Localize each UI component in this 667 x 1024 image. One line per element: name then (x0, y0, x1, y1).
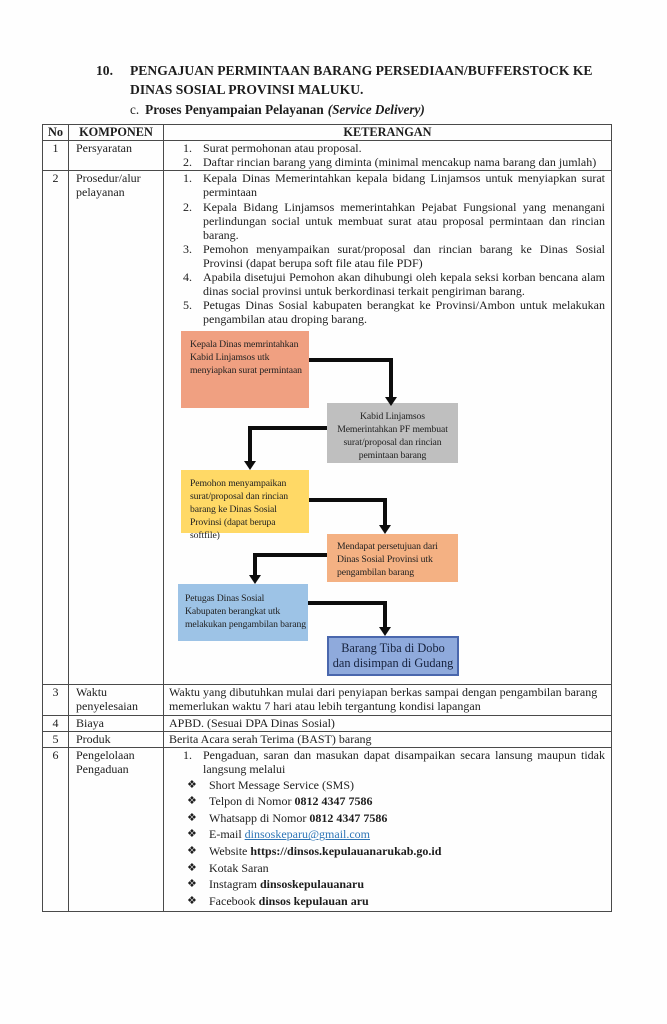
subtitle-text: Proses Penyampaian Pelayanan (145, 102, 324, 117)
channel-email: ❖ E-mail dinsoskeparu@gmail.com (187, 827, 371, 842)
table-row-persyaratan (43, 141, 612, 171)
diamond-bullet-icon: ❖ (187, 811, 197, 824)
keterangan-biaya: APBD. (Sesuai DPA Dinas Sosial) (164, 715, 612, 731)
diamond-bullet-icon: ❖ (187, 828, 197, 841)
header-komponen: KOMPONEN (69, 125, 164, 141)
email-link[interactable]: dinsoskeparu@gmail.com (244, 827, 371, 842)
section-number: 10. (96, 63, 113, 78)
header-no: No (43, 125, 69, 141)
flow-arrow-1-vertical (389, 358, 393, 398)
channel-instagram: ❖ Instagram dinsoskepulauanaru (187, 877, 365, 892)
diamond-bullet-icon: ❖ (187, 845, 197, 857)
flow-arrow-3-head-icon (379, 525, 391, 534)
row-number: 1 (43, 141, 69, 171)
row-number: 2 (43, 171, 69, 685)
header-keterangan: KETERANGAN (164, 125, 612, 141)
table-row-pengaduan (43, 747, 612, 912)
flow-arrow-4-horizontal (253, 553, 327, 557)
keterangan-prosedur (164, 171, 612, 685)
table-row-prosedur (43, 171, 612, 685)
list-item: 3. Pemohon menyampaikan surat/proposal dan rincian barang ke Dinas Sosial Provinsi (dapat berupa soft file atau file PDF) (183, 241, 605, 270)
table-header-row (43, 125, 612, 141)
komponen-pengaduan: Pengelolaan Pengaduan (69, 747, 164, 912)
list-item: 1. Pengaduan, saran dan masukan dapat disampaikan secara lansung maupun tidak langsung melalui (183, 747, 605, 776)
channel-telpon: ❖ Telpon di Nomor 0812 4347 7586 (187, 794, 373, 809)
flow-arrow-2-horizontal (248, 426, 327, 430)
keterangan-pengaduan (164, 747, 612, 912)
keterangan-persyaratan (164, 141, 612, 171)
flow-arrow-2-head-icon (244, 461, 256, 470)
section-subtitle (96, 100, 616, 119)
komponen-prosedur: Prosedur/alur pelayanan (69, 171, 164, 685)
diamond-bullet-icon: ❖ (187, 778, 197, 791)
row-number: 4 (43, 715, 69, 731)
komponen-waktu: Waktu penyelesaian (69, 685, 164, 715)
channel-sms: ❖ Short Message Service (SMS) (187, 777, 354, 792)
subtitle-letter: c. (130, 102, 140, 117)
complaint-channel-list (185, 778, 605, 908)
diamond-bullet-icon: ❖ (187, 878, 197, 891)
flow-arrow-2-vertical (248, 426, 252, 462)
list-item: 1. Kepala Dinas Memerintahkan kepala bidang Linjamsos untuk menyiapkan surat permintaan (183, 171, 605, 200)
table-row-produk (43, 731, 612, 747)
subtitle-italic: (Service Delivery) (327, 102, 425, 117)
flow-node-kepala-dinas: Kepala Dinas memrintahkan Kabid Linjamsos utk menyiapkan surat permintaan (181, 331, 309, 408)
channel-whatsapp: ❖ Whatsapp di Nomor 0812 4347 7586 (187, 810, 388, 825)
flow-arrow-4-vertical (253, 553, 257, 576)
row-number: 3 (43, 685, 69, 715)
flow-node-kabid-linjamsos: Kabid Linjamsos Memerintahkan PF membuat surat/proposal dan rincian pemintaan barang (327, 403, 458, 463)
flow-node-petugas: Petugas Dinas Sosial Kabupaten berangkat utk melakukan pengambilan barang (178, 584, 308, 641)
komponen-biaya: Biaya (69, 715, 164, 731)
diamond-bullet-icon: ❖ (187, 795, 197, 808)
flow-arrow-5-vertical (383, 601, 387, 628)
diamond-bullet-icon: ❖ (187, 861, 197, 874)
keterangan-waktu: Waktu yang dibutuhkan mulai dari penyiapan berkas sampai dengan pengambilan barang memerlukan waktu 7 hari atau lebih tergantung kondisi lapangan (164, 685, 612, 715)
list-item: 5. Petugas Dinas Sosial kabupaten berangkat ke Provinsi/Ambon untuk melakukan pengambilan atau droping barang. (183, 297, 605, 326)
flow-node-persetujuan: Mendapat persetujuan dari Dinas Sosial Provinsi utk pengambilan barang (327, 534, 458, 582)
flow-arrow-1-horizontal (309, 358, 393, 362)
row-number: 6 (43, 747, 69, 912)
table-row-waktu (43, 685, 612, 715)
flow-node-barang-tiba: Barang Tiba di Dobo dan disimpan di Gudang (327, 636, 459, 676)
list-item: 2. Daftar rincian barang yang diminta (minimal mencakup nama barang dan jumlah) (183, 155, 597, 170)
flow-arrow-5-horizontal (308, 601, 387, 605)
flow-node-pemohon: Pemohon menyampaikan surat/proposal dan rincian barang ke Dinas Sosial Provinsi (dapat berupa softfile) (181, 470, 309, 533)
flow-arrow-3-vertical (383, 498, 387, 526)
flow-arrow-1-head-icon (385, 397, 397, 406)
channel-website: ❖ Website https://dinsos.kepulauanarukab.go.id (187, 844, 442, 858)
komponen-produk: Produk (69, 731, 164, 747)
flow-arrow-3-horizontal (309, 498, 387, 502)
komponen-persyaratan: Persyaratan (69, 141, 164, 171)
list-item: 4. Apabila disetujui Pemohon akan dihubungi oleh kepala seksi korban bencana alam dinas social provinsi untuk berkordinasi terkait pengiriman barang. (183, 269, 605, 298)
service-table (42, 124, 612, 912)
flow-arrow-5-head-icon (379, 627, 391, 636)
list-item: 2. Kepala Bidang Linjamsos memerintahkan Pejabat Fungsional yang menangani perlindungan social untuk membuat surat atau proposal permintaan dan rincian barang. (183, 199, 605, 242)
channel-kotak-saran: ❖ Kotak Saran (187, 860, 269, 875)
section-heading (96, 61, 616, 119)
section-title-line2: DINAS SOSIAL PROVINSI MALUKU. (130, 82, 364, 97)
diamond-bullet-icon: ❖ (187, 894, 197, 907)
section-title-line1: PENGAJUAN PERMINTAAN BARANG PERSEDIAAN/BUFFERSTOCK KE (130, 63, 593, 78)
table-row-biaya (43, 715, 612, 731)
keterangan-produk: Berita Acara serah Terima (BAST) barang (164, 731, 612, 747)
row-number: 5 (43, 731, 69, 747)
channel-facebook: ❖ Facebook dinsos kepulauan aru (187, 893, 369, 908)
list-item: 1. Surat permohonan atau proposal. (183, 141, 362, 156)
flow-arrow-4-head-icon (249, 575, 261, 584)
